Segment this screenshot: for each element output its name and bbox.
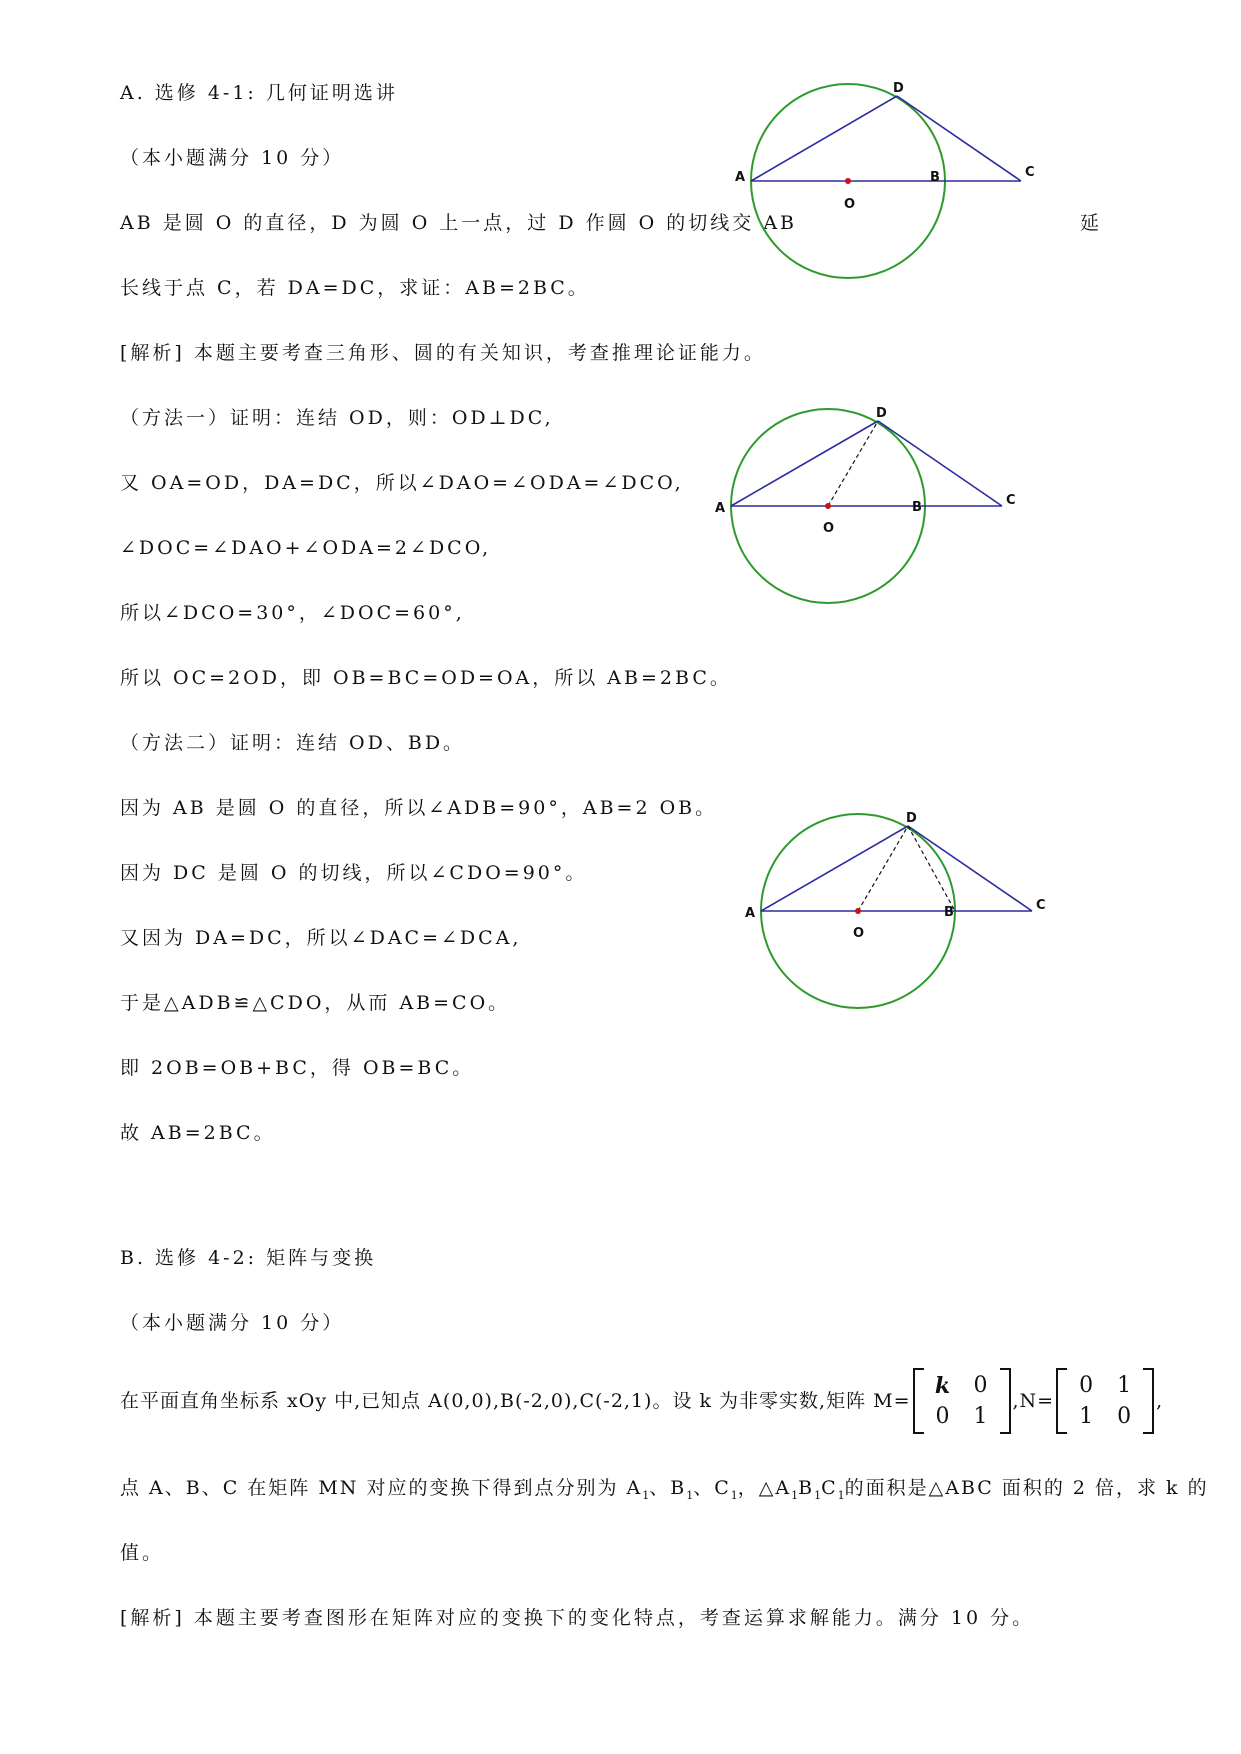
section-b-problem-line2: 点 A、B、C 在矩阵 MN 对应的变换下得到点分别为 $A_1$、$B_1$、$C_1$，$\triangle A_1B_1C_1$的面积是△ABC 面积的 2 倍，求 k 的 [120,1477,1209,1502]
section-b-problem-line3: 值。 [120,1542,165,1564]
matrix-n-cell: 0 [1117,1403,1132,1429]
figure-2-segment-dc [878,421,1002,506]
figure-1-segment-ad [751,96,897,181]
matrix-m [913,1368,1011,1434]
figure-2-segment-od [828,421,878,506]
matrix-m-cell: 0 [935,1403,950,1429]
section-a-analysis: [解析] 本题主要考查三角形、圆的有关知识，考查推理论证能力。 [120,342,766,364]
section-a-score-note: （本小题满分 10 分） [120,147,345,169]
figure-3-label-b: B [944,905,954,920]
section-b-problem-post: , [1156,1390,1164,1412]
figure-1-label-o: O [844,197,856,212]
matrix-n-cell: 0 [1079,1372,1094,1398]
figure-1 [735,75,1055,289]
method2-line: 故 AB=2BC。 [120,1122,276,1144]
method2-line: 即 2OB=OB+BC，得 OB=BC。 [120,1057,475,1079]
figure-1-label-c: C [1025,165,1035,180]
matrix-n-cell: 1 [1117,1372,1132,1398]
figure-2-label-d: D [876,406,887,421]
figure-2-center-dot [825,503,831,509]
figure-3-segment-dc [908,826,1032,911]
method1-line: （方法一）证明：连结 OD，则：OD⊥DC, [120,407,554,429]
figure-2-label-c: C [1006,493,1016,508]
section-a-title: A. 选修 4-1: 几何证明选讲 [120,82,398,104]
method2-line: 因为 AB 是圆 O 的直径，所以∠ADB=90°，AB=2 OB。 [120,797,718,819]
matrix-m-cell: 0 [973,1372,988,1398]
section-b-problem-mid: ,N= [1012,1390,1055,1412]
figure-2-segment-ad [731,421,878,506]
figure-1-label-b: B [930,170,940,185]
figure-2-label-b: B [912,500,922,515]
section-b-problem-line1 [120,1368,1163,1434]
section-b-title: B. 选修 4-2: 矩阵与变换 [120,1247,377,1269]
figure-3-label-a: A [745,906,756,921]
figure-2 [710,400,1030,614]
method1-line: 所以∠DCO=30°，∠DOC=60°, [120,602,465,624]
figure-1-label-d: D [893,81,904,96]
method2-line: （方法二）证明：连结 OD、BD。 [120,732,466,754]
method2-line: 于是△ADB≌△CDO，从而 AB=CO。 [120,992,511,1014]
method1-line: 所以 OC=2OD，即 OB=BC=OD=OA，所以 AB=2BC。 [120,667,732,689]
figure-3 [740,805,1060,1019]
method2-line: 因为 DC 是圆 O 的切线，所以∠CDO=90°。 [120,862,588,884]
figure-2-label-o: O [823,521,835,536]
figure-1-label-a: A [735,170,746,185]
method2-line: 又因为 DA=DC，所以∠DAC=∠DCA, [120,927,522,949]
matrix-n-cell: 1 [1079,1403,1094,1429]
figure-1-center-dot [845,178,851,184]
matrix-n [1056,1368,1154,1434]
figure-3-label-d: D [906,811,917,826]
figure-3-center-dot [855,908,861,914]
section-b-analysis: [解析] 本题主要考查图形在矩阵对应的变换下的变化特点，考查运算求解能力。满分 10 分。 [120,1607,1035,1629]
figure-3-segment-od [858,826,908,911]
section-a-problem-line1: AB 是圆 O 的直径，D 为圆 O 上一点，过 D 作圆 O 的切线交 AB [120,212,798,234]
section-b-problem-pre: 在平面直角坐标系 xOy 中,已知点 A(0,0),B(-2,0),C(-2,1)。设 k 为非零实数,矩阵 M= [120,1390,911,1412]
figure-3-label-c: C [1036,898,1046,913]
matrix-m-cell: k [934,1372,951,1399]
figure-3-segment-db [908,826,955,911]
figure-2-label-a: A [715,501,726,516]
section-a-problem-line2: 长线于点 C，若 DA=DC，求证：AB=2BC。 [120,277,590,299]
figure-3-segment-ad [761,826,908,911]
section-a-problem-line1-tail: 延 [1080,212,1103,234]
section-b-score-note: （本小题满分 10 分） [120,1312,345,1334]
matrix-m-cell: 1 [973,1403,988,1429]
figure-1-segment-dc [897,96,1021,181]
method1-line: 又 OA=OD，DA=DC，所以∠DAO=∠ODA=∠DCO, [120,472,684,494]
figure-3-label-o: O [853,926,865,941]
method1-line: ∠DOC=∠DAO+∠ODA=2∠DCO, [120,537,492,559]
